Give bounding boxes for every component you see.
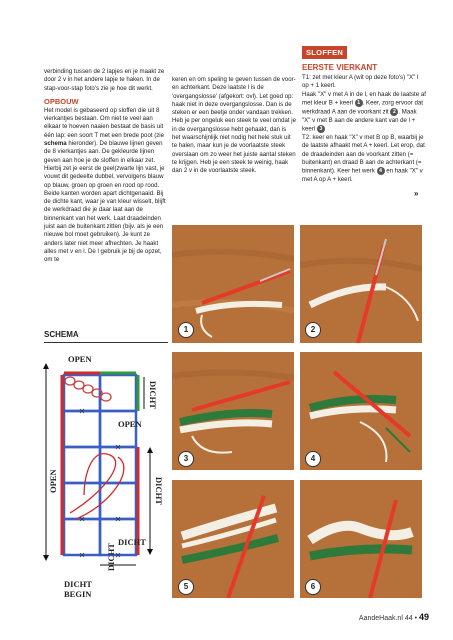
step-badge-2: 2 [305, 322, 321, 338]
step-badge-3: 3 [178, 451, 194, 467]
step-badge-1: 1 [178, 322, 194, 338]
step-number: 1 [355, 99, 363, 107]
schema-grid [64, 375, 136, 555]
text-column-2 [172, 76, 296, 176]
schema-label: DICHT [118, 537, 146, 547]
footer-bullet: • [414, 615, 418, 622]
schema-label: DICHT [154, 477, 164, 505]
schema-diagram [40, 345, 170, 605]
footer-site: AandeHaak.nl 44 [358, 615, 413, 622]
step-number: 3 [317, 125, 325, 133]
t1-text-b: Haak "X" v met A in de l, en haak de laatste af met kleur B + keerl 1 . Keer, zorg ervoor dat werkdraad A aan de voorkant zit 2 . Maak "X" v met B aan de andere kant van de l + keerl 3 [302, 90, 426, 133]
section-tag: SLOFFEN [302, 46, 347, 59]
opbouw-text: Het model is gebaseerd op sloffen die uit 8 vierkantjes bestaan. Om niet te veel aan elkaar te hoeven naaien bestaat de basis uit één lap: een soort T met een brede poot (zie schema hieronder). De blauwe lijnen geven de 8 vierkantjes aan. De gekleurde lijnen geven aan hoe je de sloffen in elkaar zet. Hierbij zet je eerst de geel(zwarte lijn vast, je vouwt dit gedeelte dubbel, vervolgens blauw op blauw, groen op groen en rood op rood. Beide kanten worden apart dichtgenaaid. Bij de dichte kant, waar je van kleur wisselt, blijft de werkdraad die je daar laat aan de binnenkant van het werk. Laat draadeinden juist aan de buitenkant zitten (bijv. als je een nieuwe bol moet gebruiken). Je kunt ze anders later niet meer afhechten. Je haakt alles met v en l. De l gebruik je bij de opzet, om te [44, 106, 166, 264]
body-text-2: keren en om speling te geven tussen de voor- en achterkant. Deze laatste l is de 'overgangslosse' (afgekort: ovl). Let goed op: haak niet in deze overgangslosse. Dan is de steken er een beetje onder vandaan trekken. Heb je per ongeluk een steek te veel omdat je in de overgangslosse hebt gehaakt, dan is het waarschijnlijk niet nodig het hele stuk uit te halen, maar kun je de voorlaatste steek overslaan om zo weer het juiste aantal steken te krijgen. Heb je een steek te weinig, haak dan 2 v in de voorlaatste steek. [172, 76, 296, 175]
schema-label: BEGIN [64, 589, 92, 599]
schema-title: SCHEMA [44, 330, 79, 339]
schema-rule [44, 342, 168, 343]
schema-label: OPEN [68, 354, 92, 364]
schema-label: OPEN [48, 469, 58, 493]
step-badge-6: 6 [305, 579, 321, 595]
schema-label: DICHT [106, 543, 116, 571]
schema-label: DICHT [64, 579, 92, 589]
section-title: EERSTE VIERKANT [302, 63, 378, 72]
step-badge-5: 5 [178, 579, 194, 595]
text-column-1 [44, 68, 166, 265]
step-badge-4: 4 [305, 451, 321, 467]
continue-marker: » [414, 189, 419, 198]
intro-text: verbinding tussen de 2 lapjes en je maakt ze door 2 v in het andere lapje te haken. In de stap-voor-stap foto's zie je hoe dit werkt. [44, 68, 165, 92]
text-column-3 [302, 62, 426, 184]
page-number: 49 [418, 612, 429, 622]
schema-label: DICHT [148, 381, 158, 409]
step-number: 2 [390, 108, 398, 116]
step-number: 4 [377, 167, 385, 175]
schema-loops [65, 377, 111, 401]
page-footer [359, 612, 429, 622]
schema-label: OPEN [118, 419, 142, 429]
t2-text: T2: keer en haak "X" v met B op B, waarbij je de laatste afhaakt met A + keerl. Let erop, dat de draadeinden aan de voorkant zitten (= buitenkant) en draad B aan de achterkant (= binnenkant). Keer het werk 4 en haak "X" v met A op A + keerl. [302, 133, 425, 183]
t1-text-a: T1: zet met kleur A (wit op deze foto's) "X" l op + 1 keerl. [302, 74, 419, 90]
opbouw-heading: OPBOUW [44, 96, 79, 106]
